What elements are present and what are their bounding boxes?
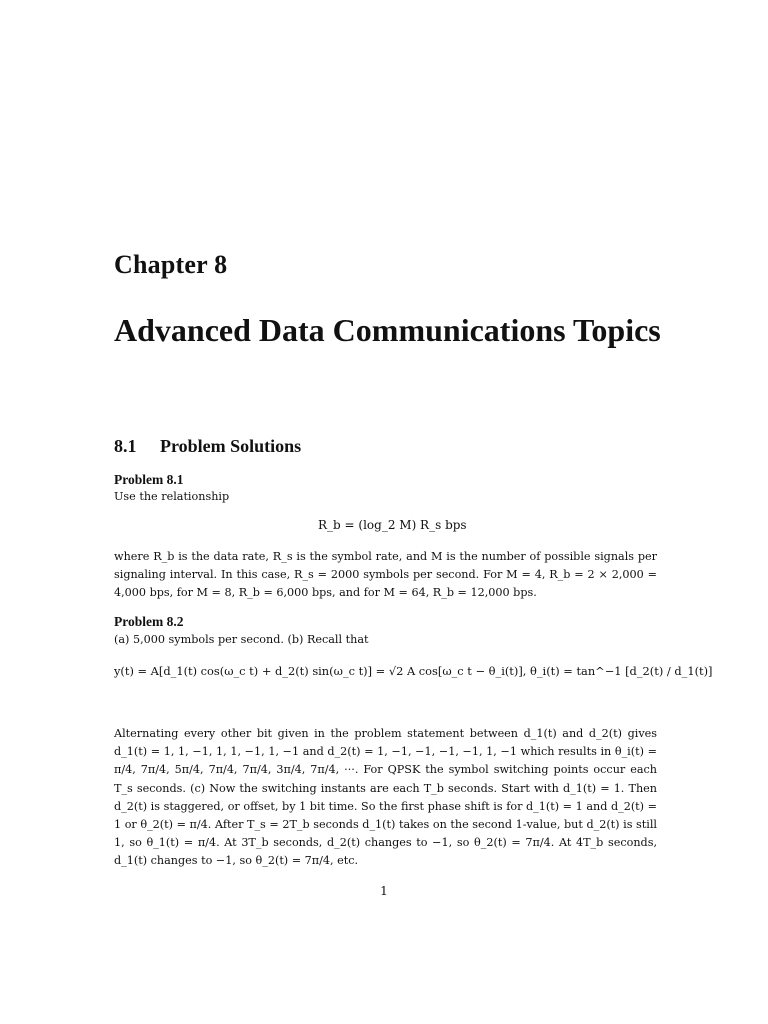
section-title: Problem Solutions	[160, 436, 302, 456]
problem-8-2-heading: Problem 8.2	[114, 614, 184, 629]
equation-data-rate	[318, 518, 467, 532]
page-number: 1	[380, 884, 388, 898]
chapter-label: Chapter 8	[114, 250, 228, 279]
section-heading	[114, 436, 301, 457]
problem-8-2-intro: (a) 5,000 symbols per second. (b) Recall that	[114, 633, 369, 646]
problem-8-2-body: Alternating every other bit given in the problem statement between d_1(t) and d_2(t) gives d_1(t) = 1, 1, −1, 1, 1, −1, 1, −1 and d_2(t) = 1, −1, −1, −1, −1, 1, −1 which results in θ_i(t) = π/4, 7π/4, 5π/4, 7π/4, 7π/4, 3π/4, 7π/4, ···. For QPSK the symbol switching points occur each T_s seconds. (c) Now the switching instants are each T_b seconds. Start with d_1(t) = 1. Then d_2(t) is staggered, or offset, by 1 bit time. So the first phase shift is for d_1(t) = 1 and d_2(t) = 1 or θ_2(t) = π/4. After T_s = 2T_b seconds d_1(t) takes on the second 1-value, but d_2(t) is still 1, so θ_1(t) = π/4. At 3T_b seconds, d_2(t) changes to −1, so θ_2(t) = 7π/4. At 4T_b seconds, d_1(t) changes to −1, so θ_2(t) = 7π/4, etc.	[114, 727, 657, 868]
problem-8-1-heading: Problem 8.1	[114, 472, 184, 487]
chapter-title: Advanced Data Communications Topics	[114, 312, 661, 348]
problem-8-1-body: where R_b is the data rate, R_s is the symbol rate, and M is the number of possible signals per signaling interval. In this case, R_s = 2000 symbols per second. For M = 4, R_b = 2 × 2,000 = 4,000 bps, for M = 8, R_b = 6,000 bps, and for M = 64, R_b = 12,000 bps.	[114, 550, 657, 600]
equation-data-rate-text: R_b = (log_2 M) R_s bps	[318, 518, 467, 532]
equation-qpsk	[114, 664, 712, 678]
section-number: 8.1	[114, 436, 137, 456]
equation-qpsk-text: y(t) = A[d_1(t) cos(ω_c t) + d_2(t) sin(ω_c t)] = √2 A cos[ω_c t − θ_i(t)], θ_i(t) = tan^−1 [d_2(t) / d_1(t)]	[114, 664, 713, 678]
problem-8-1-intro: Use the relationship	[114, 490, 230, 503]
